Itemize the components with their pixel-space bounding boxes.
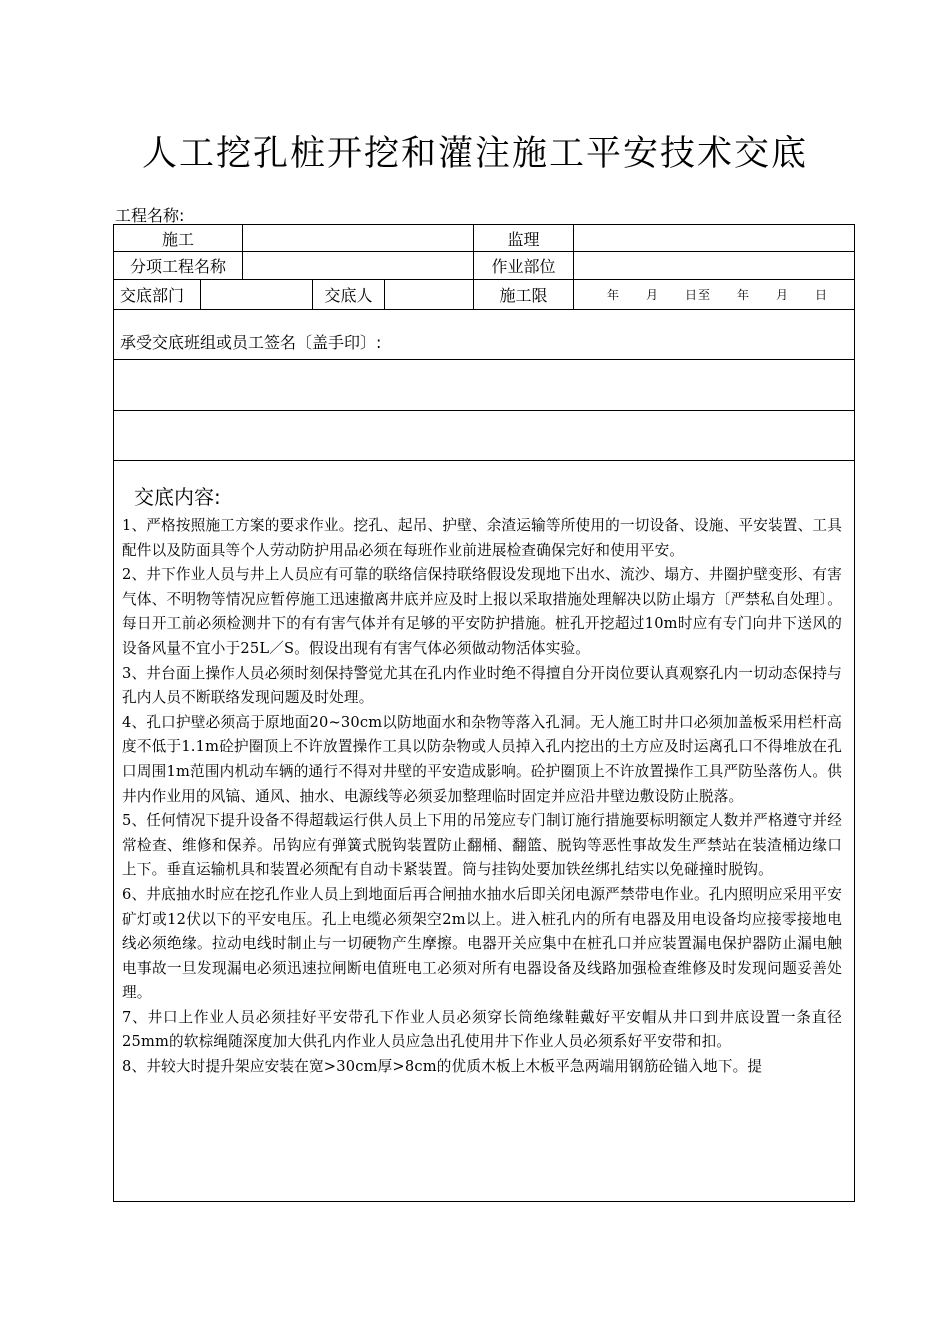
period-value[interactable]: 年 月 日至 年 月 日 — [573, 280, 854, 309]
signature-row-1[interactable] — [114, 360, 854, 411]
signature-label: 承受交底班组或员工签名〔盖手印〕: — [120, 333, 382, 352]
construction-label: 施工 — [161, 229, 194, 249]
content-item-3: 3、井台面上操作人员必须时刻保持警觉尤其在孔内作业时绝不得擅自分开岗位要认真观察孔内一切动态保持与孔内人员不断联络发现问题及时处理。 — [122, 664, 842, 707]
dept-value[interactable] — [200, 280, 312, 309]
dept-label: 交底部门 — [120, 286, 185, 305]
row-department — [114, 280, 854, 310]
row-construction — [114, 225, 854, 252]
content-item-8: 8、井较大时提升架应安装在宽>30cm厚>8cm的优质木板上木板平急两端用钢筋砼锚入地下。提 — [122, 1058, 763, 1076]
project-name-label: 工程名称: — [115, 206, 185, 225]
work-area-value[interactable] — [573, 252, 854, 279]
period-label: 施工限 — [473, 280, 573, 309]
row-signature-label — [114, 310, 854, 360]
content-item-6: 6、井底抽水时应在挖孔作业人员上到地面后再合闸抽水抽水后即关闭电源严禁带电作业。孔内照明应采用平安矿灯或12伏以下的平安电压。孔上电缆必须架空2m以上。进入桩孔内的所有电器及用电设备均应接零接地电线必须绝缘。拉动电线时制止与一切硬物产生摩擦。电器开关应集中在桩孔口并应装置漏电保护器防止漏电触电事故一旦发现漏电必须迅速拉闸断电值班电工必须对所有电器设备及线路加强检查维修及时发现问题妥善处理。 — [122, 885, 842, 1002]
content-item-5: 5、任何情况下提升设备不得超载运行供人员上下用的吊笼应专门制订施行措施要标明额定人数并严格遵守并经常检查、维修和保养。吊钩应有弹簧式脱钩装置防止翻桶、翻篮、脱钩等恶性事故发生严禁站在装渣桶边缘口上下。垂直运输机具和装置必须配有自动卡紧装置。筒与挂钩处要加铁丝绑扎结实以免碰撞时脱钩。 — [122, 812, 842, 879]
discloser-value[interactable] — [384, 280, 473, 309]
row-sub-project — [114, 252, 854, 280]
disclosure-form — [113, 224, 855, 1202]
document-title: 人工挖孔桩开挖和灌注施工平安技术交底 — [141, 134, 808, 174]
construction-value[interactable] — [242, 225, 473, 251]
sub-project-label: 分项工程名称 — [129, 257, 226, 276]
content-item-2: 2、井下作业人员与井上人员应有可靠的联络信保持联络假设发现地下出水、流沙、塌方、井圈护壁变形、有害气体、不明物等情况应暂停施工迅速撤离井底并应及时上报以采取措施处理解决以防止塌方〔严禁私自处理〕。每日开工前必须检测井下的有有害气体并有足够的平安防护措施。桩孔开挖超过10m时应有专门向井下送风的设备风量不宜小于25L／S。假设出现有有害气体必须做动物活体实验。 — [122, 566, 842, 657]
content-heading: 交底内容: — [134, 485, 221, 509]
content-item-7: 7、井口上作业人员必须挂好平安带孔下作业人员必须穿长筒绝缘鞋戴好平安帽从井口到井底设置一条直径25mm的软棕绳随深度加大供孔内作业人员应急出孔使用井下作业人员必须系好平安带和扣。 — [122, 1008, 842, 1051]
discloser-label: 交底人 — [312, 280, 384, 309]
sub-project-value[interactable] — [242, 252, 473, 279]
work-area-label: 作业部位 — [473, 252, 573, 279]
disclosure-content — [114, 461, 854, 1080]
content-item-4: 4、孔口护壁必须高于原地面20~30cm以防地面水和杂物等落入孔洞。无人施工时井口必须加盖板采用栏杆高度不低于1.1m砼护圈顶上不许放置操作工具以防杂物或人员掉入孔内挖出的土方应及时运离孔口不得堆放在孔口周围1m范围内机动车辆的通行不得对井壁的平安造成影响。砼护圈顶上不许放置操作工具严防坠落伤人。供井内作业用的风镐、通风、抽水、电源线等必须妥加整理临时固定并应沿井壁边敷设防止脱落。 — [122, 713, 842, 805]
signature-row-2[interactable] — [114, 411, 854, 461]
supervision-value[interactable] — [573, 225, 854, 251]
supervision-label: 监理 — [473, 225, 573, 251]
content-item-1: 1、严格按照施工方案的要求作业。挖孔、起吊、护壁、余渣运输等所使用的一切设备、设施、平安装置、工具配件以及防面具等个人劳动防护用品必须在每班作业前进展检查确保完好和使用平安。 — [122, 517, 842, 559]
